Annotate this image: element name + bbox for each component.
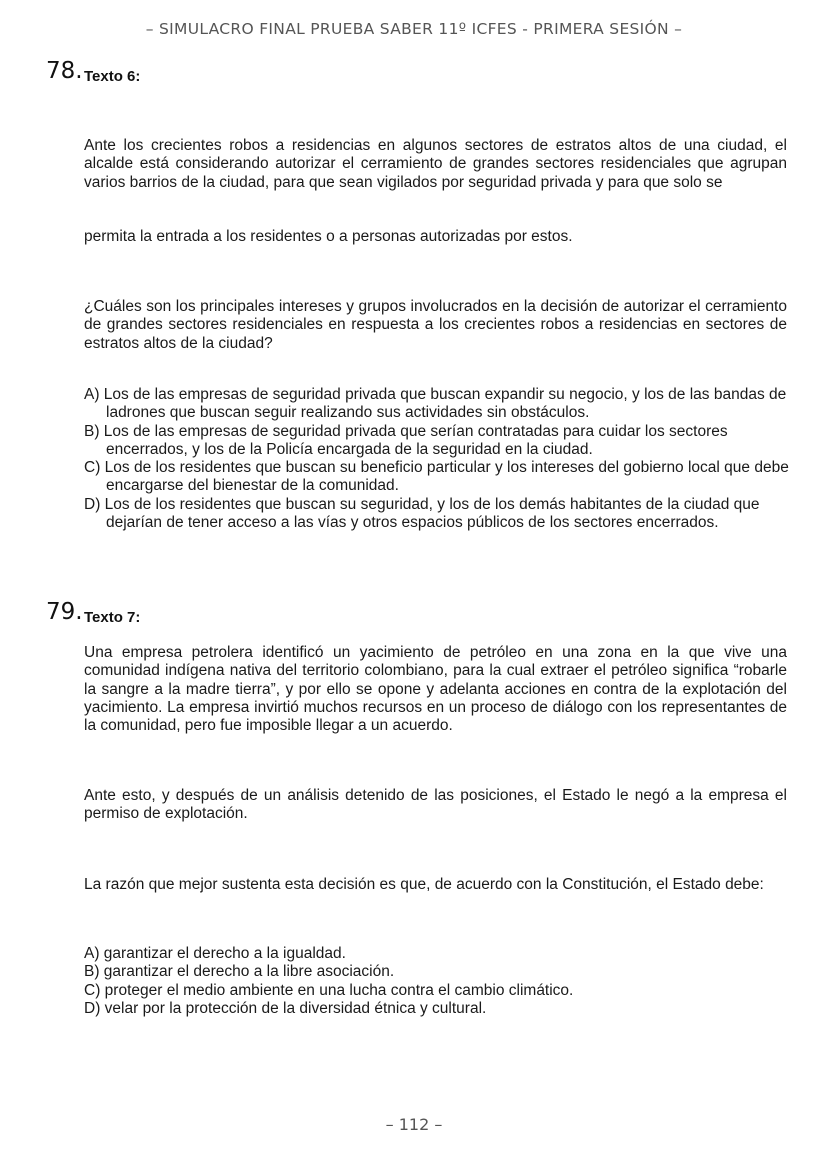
answer-option-b[interactable]: B) Los de las empresas de seguridad privada que serían contratadas para cuidar los sectores encerrados, y los de la Policía encargada de la seguridad en la ciudad. xyxy=(84,422,728,458)
page-header: – SIMULACRO FINAL PRUEBA SABER 11º ICFES - PRIMERA SESIÓN – xyxy=(145,20,683,38)
answer-option-c[interactable]: C) Los de los residentes que buscan su beneficio particular y los intereses del gobierno local que debe encargarse del bienestar de la comunidad. xyxy=(84,459,789,495)
answer-option-d[interactable]: D) velar por la protección de la diversidad étnica y cultural. xyxy=(84,999,487,1017)
question-text-label: Texto 7: xyxy=(84,609,141,626)
answer-option-a[interactable]: A) garantizar el derecho a la igualdad. xyxy=(84,945,346,962)
context-paragraph: Ante los crecientes robos a residencias en algunos sectores de estratos altos de una ciudad, el alcalde está considerando autorizar el cerramiento de grandes sectores residenciales que agrupan varios barrios de la ciudad, para que sean vigilados por seguridad privada y para que solo se xyxy=(84,137,787,191)
question-prompt: ¿Cuáles son los principales intereses y grupos involucrados en la decisión de autorizar el cerramiento de grandes sectores residenciales en respuesta a los crecientes robos a residencias en sectores de estratos altos de la ciudad? xyxy=(84,298,787,352)
context-paragraph-continued: Ante esto, y después de un análisis detenido de las posiciones, el Estado le negó a la empresa el permiso de explotación. xyxy=(84,787,787,823)
page-number: – 112 – xyxy=(385,1115,443,1134)
answer-options xyxy=(84,945,789,1018)
context-paragraph: Una empresa petrolera identificó un yacimiento de petróleo en una zona en la que vive una comunidad indígena nativa del territorio colombiano, para la cual extraer el petróleo significa “robarle la sangre a la madre tierra”, y por ello se opone y adelanta acciones en contra de la explotación del yacimiento. La empresa invirtió muchos recursos en un proceso de diálogo con los representantes de la comunidad, pero fue imposible llegar a un acuerdo. xyxy=(84,644,787,735)
answer-option-c[interactable]: C) proteger el medio ambiente en una lucha contra el cambio climático. xyxy=(84,981,574,999)
answer-option-b[interactable]: B) garantizar el derecho a la libre asociación. xyxy=(84,963,395,981)
answer-options xyxy=(84,386,789,532)
context-paragraph-continued: permita la entrada a los residentes o a personas autorizadas por estos. xyxy=(84,228,573,245)
question-prompt: La razón que mejor sustenta esta decisión es que, de acuerdo con la Constitución, el Estado debe: xyxy=(84,876,764,893)
question-number: 78. xyxy=(46,58,83,84)
question-text-label: Texto 6: xyxy=(84,68,141,85)
answer-option-d[interactable]: D) Los de los residentes que buscan su seguridad, y los de los demás habitantes de la ciudad que dejarían de tener acceso a las vías y otros espacios públicos de los sectores encerrados. xyxy=(84,495,760,532)
question-number: 79. xyxy=(46,599,83,625)
answer-option-a[interactable]: A) Los de las empresas de seguridad privada que buscan expandir su negocio, y los de las bandas de ladrones que buscan seguir realizando sus actividades sin obstáculos. xyxy=(84,386,787,422)
